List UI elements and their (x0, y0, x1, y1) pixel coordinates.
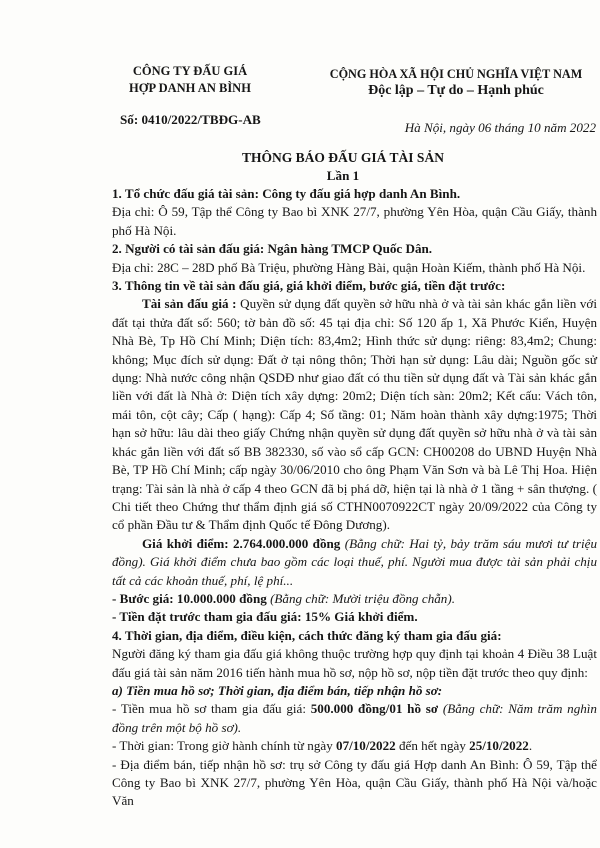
organization-name-line-2: HỢP DANH AN BÌNH (129, 81, 251, 95)
deposit-paragraph: - Tiền đặt trước tham gia đấu giá: 15% Giá khởi điểm. (112, 609, 418, 625)
document-title: THÔNG BÁO ĐẤU GIÁ TÀI SẢN (242, 150, 444, 165)
section-2-heading: 2. Người có tài sản đấu giá: Ngân hàng TMCP Quốc Dân. (112, 241, 433, 257)
organization-name-line-1: CÔNG TY ĐẤU GIÁ (132, 64, 248, 78)
asset-description: Quyền sử dụng đất quyền sở hữu nhà ở và tài sản khác gắn liền với đất tại thửa đất số: 560; tờ bản đồ số: 45 tại địa chỉ: Số 120 ấp 1, Xã Phước Kiển, Huyện Nhà Bè, Tp Hồ Chí Minh; Diện tích: 83,4m2; Hình thức sử dụng: riêng: 83,4m2; Chung: không; Mục đích sử dụng: Đất ở tại nông thôn; Thời hạn sử dụng: Lâu dài; Nguồn gốc sử dụng: Nhà nước công nhận QSDĐ như giao đất có thu tiền sử dụng đất và Tài sản khác gắn liền với đất là Nhà ở: Diện tích xây dựng: 20m2; Diện tích sàn: 20m2; Kết cấu: Vách tôn, mái tôn, cột cây; Cấp ( hạng): Cấp 4; Số tầng: 01; Năm hoàn thành xây dựng:1975; Thời hạn sở hữu: lâu dài theo giấy Chứng nhận quyền sử dụng đất quyền sở hữu nhà ở và tài sản khác gắn liền với đất số BB 382330, số vào sổ cấp GCN: CH00208 do UBND Huyện Nhà Bè, TP Hồ Chí Minh; cấp ngày 30/06/2010 cho ông Phạm Văn Sơn và bà Lê Thị Hoa. Hiện trạng: Tài sản là nhà ở cấp 4 theo GCN đã bị phá dỡ, hiện tại là nhà ở 1 tầng + sân thượng. ( Chi tiết theo Chứng thư thẩm định giá số CTHN0070922CT ngày 20/09/2022 của Công ty cổ phần Đầu tư & Thẩm định Quốc tế Đông Dương). (112, 296, 597, 533)
asset-paragraph (112, 295, 597, 534)
time-suffix: . (528, 738, 533, 754)
asset-label: Tài sản đấu giá : (142, 296, 237, 312)
bid-step-label: - Bước giá: 10.000.000 đồng (112, 590, 267, 606)
national-title: CỘNG HÒA XÃ HỘI CHỦ NGHĨA VIỆT NAM (329, 67, 583, 81)
dossier-fee-note: (Bằng chữ: Năm trăm nghìn đồng trên một bộ hồ sơ). (112, 701, 597, 735)
auction-round: Lần 1 (326, 168, 360, 183)
national-header (314, 66, 598, 99)
time-middle: đến hết ngày (398, 738, 466, 754)
starting-price-note: (Bằng chữ: Hai tỷ, bảy trăm sáu mươi tư triệu đồng). Giá khởi điểm chưa bao gồm các loại thuế, phí. Người mua được tài sản phải chịu tất cả các khoản thuế, phí, lệ phí... (112, 535, 597, 588)
location-paragraph: - Địa điểm bán, tiếp nhận hồ sơ: trụ sở Công ty đấu giá Hợp danh An Bình: Ô 59, Tập thể Công ty Bao bì XNK 27/7, phường Yên Hòa, quận Cầu Giấy, thành phố Hà Nội và/hoặc Văn (112, 756, 597, 809)
document-number: Số: 0410/2022/TBĐG-AB (120, 112, 261, 127)
section-4-intro: Người đăng ký tham gia đấu giá không thuộc trường hợp quy định tại khoản 4 Điều 38 Luật đấu giá tài sản năm 2016 tiến hành mua hồ sơ, nộp hồ sơ, nộp tiền đặt trước theo quy định: (112, 646, 597, 680)
sub-section-a-heading: a) Tiền mua hồ sơ; Thời gian, địa điểm bán, tiếp nhận hồ sơ: (112, 682, 443, 698)
dossier-fee-paragraph (112, 700, 597, 737)
time-from-date: 07/10/2022 (336, 738, 396, 754)
section-4-heading: 4. Thời gian, địa điểm, điều kiện, cách thức đăng ký tham gia đấu giá: (112, 627, 502, 643)
dossier-fee-prefix: - Tiền mua hồ sơ tham gia đấu giá: (112, 701, 306, 717)
section-3-heading: 3. Thông tin về tài sản đấu giá, giá khởi điểm, bước giá, tiền đặt trước: (112, 278, 506, 294)
section-1-heading: 1. Tổ chức đấu giá tài sản: Công ty đấu giá hợp danh An Bình. (112, 186, 461, 201)
section-1-address: Địa chỉ: Ô 59, Tập thể Công ty Bao bì XNK 27/7, phường Yên Hòa, quận Cầu Giấy, thành phố Hà Nội. (112, 204, 597, 238)
bid-step-note: (Bằng chữ: Mười triệu đồng chẵn). (270, 590, 455, 606)
notice-body (112, 185, 597, 811)
section-2-address: Địa chỉ: 28C – 28D phố Bà Triệu, phường Hàng Bài, quận Hoàn Kiếm, thành phố Hà Nội. (112, 259, 586, 275)
time-prefix: - Thời gian: Trong giờ hành chính từ ngày (112, 738, 333, 754)
bid-step-paragraph (112, 590, 597, 608)
starting-price-paragraph (112, 535, 597, 590)
place-and-date: Hà Nội, ngày 06 tháng 10 năm 2022 (404, 120, 596, 135)
organization-header (90, 63, 290, 97)
national-motto: Độc lập – Tự do – Hạnh phúc (368, 82, 544, 98)
time-to-date: 25/10/2022 (469, 738, 529, 754)
dossier-fee-amount: 500.000 đồng/01 hồ sơ (310, 701, 439, 717)
document-title-block (143, 149, 543, 185)
starting-price-label: Giá khởi điểm: 2.764.000.000 đồng (142, 535, 341, 551)
time-paragraph (112, 737, 597, 755)
